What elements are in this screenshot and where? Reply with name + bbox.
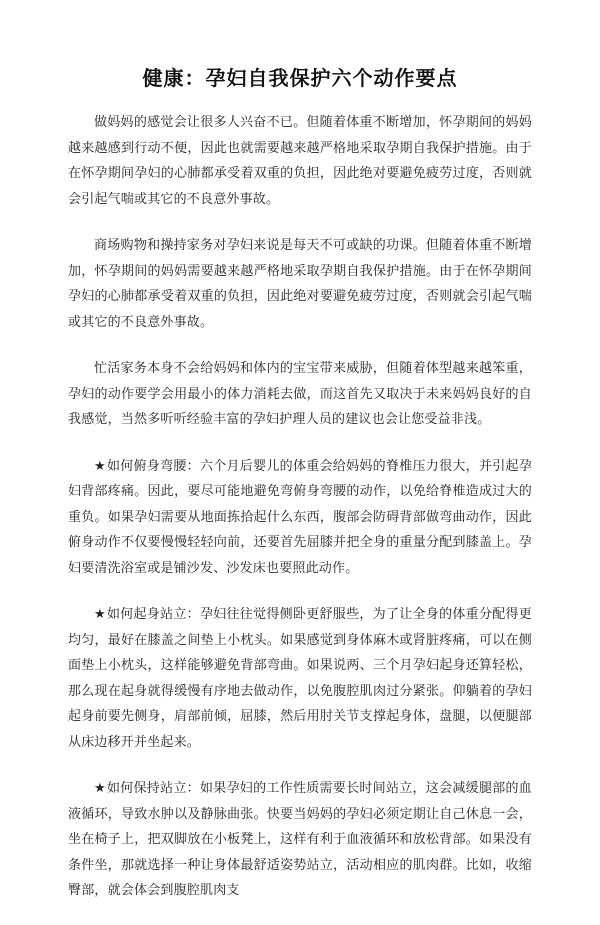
section-keep-standing bbox=[68, 776, 532, 904]
section-keep-standing-text: 如何保持站立：如果孕妇的工作性质需要长时间站立，这会减缓腿部的血液循环，导致水肿以及静脉曲张。快要当妈妈的孕妇必须定期让自己休息一会，坐在椅子上，把双脚放在小板凳上，这样有利于血液循环和放松背部。如果没有条件坐，那就选择一种让身体最舒适姿势站立，活动相应的肌肉群。比如，收缩臀部，就会体会到腹腔肌肉支 bbox=[68, 781, 533, 898]
intro-paragraph-3: 忙活家务本身不会给妈妈和体内的宝宝带来威胁，但随着体型越来越笨重，孕妇的动作要学会用最小的体力消耗去做，而这首先又取决于未来妈妈良好的自我感觉，当然多听听经验丰富的孕妇护理人员的建议也会让您受益非浅。 bbox=[68, 361, 532, 427]
section-bending bbox=[68, 454, 532, 582]
star-icon: ★ bbox=[94, 607, 106, 622]
section-standing-up bbox=[68, 602, 532, 755]
document-body bbox=[68, 110, 532, 925]
intro-paragraph-1: 做妈妈的感觉会让很多人兴奋不已。但随着体重不断增加，怀孕期间的妈妈越来越感到行动不便，因此也就需要越来越严格地采取孕期自我保护措施。由于在怀孕期间孕妇的心肺都承受着双重的负担，因此绝对要避免疲劳过度，否则就会引起气喘或其它的不良意外事故。 bbox=[68, 115, 532, 207]
section-bending-text: 如何俯身弯腰：六个月后婴儿的体重会给妈妈的脊椎压力很大，并引起孕妇背部疼痛。因此，要尽可能地避免弯俯身弯腰的动作，以免给脊椎造成过大的重负。如果孕妇需要从地面拣拾起什么东西，腹部会防碍背部做弯曲动作，因此俯身动作不仅要慢慢轻轻向前，还要首先屈膝并把全身的重量分配到膝盖上。孕妇要清洗浴室或是铺沙发、沙发床也要照此动作。 bbox=[68, 458, 533, 576]
star-icon: ★ bbox=[94, 458, 106, 474]
section-standing-up-text: 如何起身站立：孕妇往往觉得侧卧更舒服些，为了让全身的体重分配得更均匀，最好在膝盖之间垫上小枕头。如果感觉到身体麻木或肾脏疼痛，可以在侧面垫上小枕头，这样能够避免背部弯曲。如果说两、三个月孕妇起身还算轻松，那么现在起身就得缓慢有序地去做动作，以免腹腔肌肉过分紧张。仰躺着的孕妇起身前要先侧身，肩部前倾，屈膝，然后用肘关节支撑起身体，盘腿，以便腿部从床边移开并坐起来。 bbox=[68, 607, 533, 750]
page-title: 健康：孕妇自我保护六个动作要点 bbox=[142, 66, 458, 90]
star-icon: ★ bbox=[94, 781, 106, 796]
intro-paragraph-2: 商场购物和操持家务对孕妇来说是每天不可或缺的功课。但随着体重不断增加，怀孕期间的妈妈需要越来越严格地采取孕期自我保护措施。由于在怀孕期间孕妇的心肺都承受着双重的负担，因此绝对要避免疲劳过度，否则就会引起气喘或其它的不良意外事故。 bbox=[68, 238, 532, 330]
